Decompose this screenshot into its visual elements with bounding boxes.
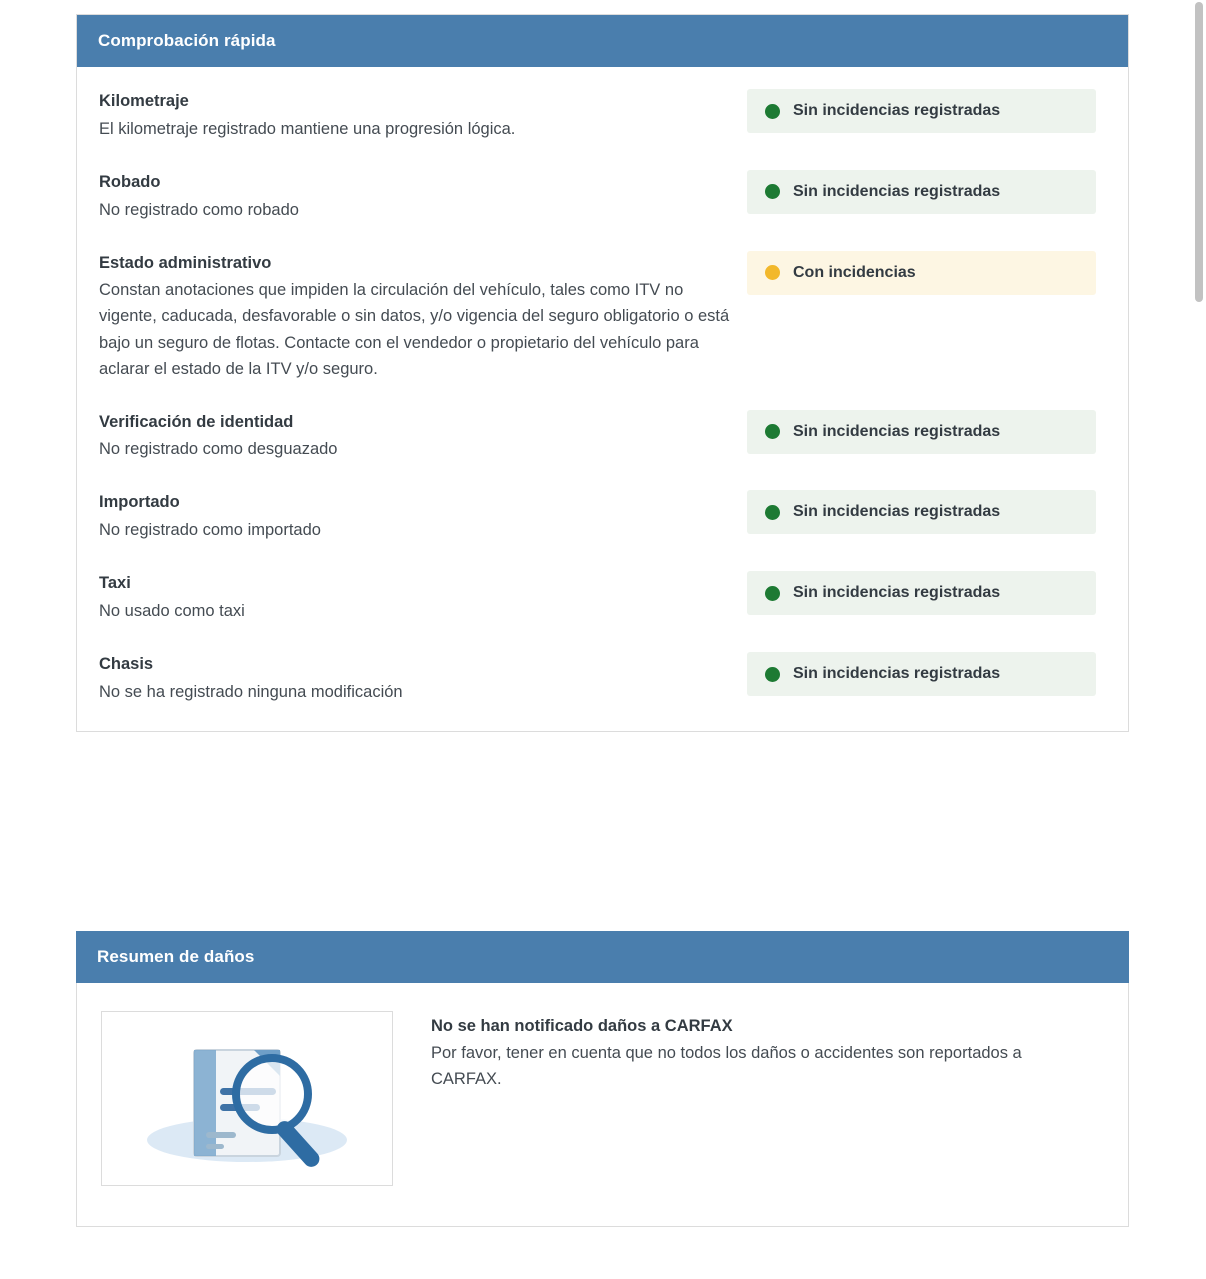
status-badge [747, 652, 1096, 696]
check-row-chasis [77, 638, 1128, 719]
status-dot-icon [765, 104, 780, 119]
check-title: Verificación de identidad [99, 412, 294, 431]
damage-summary-header: Resumen de daños [76, 931, 1129, 983]
check-description: Constan anotaciones que impiden la circulación del vehículo, tales como ITV no vigente, caducada, desfavorable o sin datos, y/o vigencia del seguro obligatorio o está bajo un seguro de flotas. Contacte con el vendedor o propietario del vehículo para aclarar el estado de la ITV y/o seguro. [99, 281, 730, 378]
status-badge [747, 251, 1096, 295]
check-title: Taxi [99, 574, 131, 593]
status-badge [747, 490, 1096, 534]
status-wrap [747, 410, 1106, 454]
status-wrap [747, 251, 1106, 295]
status-badge [747, 571, 1096, 615]
status-wrap [747, 490, 1106, 534]
check-description: No registrado como robado [99, 200, 299, 219]
check-title: Importado [99, 493, 180, 512]
document-magnifier-icon [132, 1024, 362, 1174]
check-row-taxi [77, 557, 1128, 638]
status-dot-icon [765, 184, 780, 199]
check-row-kilometraje [77, 75, 1128, 156]
status-label: Sin incidencias registradas [793, 102, 1001, 119]
check-title: Chasis [99, 655, 154, 674]
status-label: Con incidencias [793, 263, 916, 281]
check-title: Estado administrativo [99, 253, 272, 272]
status-wrap [747, 571, 1106, 615]
check-description: No usado como taxi [99, 602, 245, 620]
status-label: Sin incidencias registradas [793, 422, 1001, 440]
check-text [99, 410, 747, 463]
status-wrap [747, 89, 1106, 133]
status-dot-icon [765, 424, 780, 439]
page-scrollbar[interactable] [1192, 0, 1206, 1279]
check-row-estado-administrativo [77, 237, 1128, 396]
check-text [99, 571, 747, 624]
check-text [99, 89, 747, 142]
page-scrollbar-thumb[interactable] [1195, 2, 1203, 302]
check-text [99, 490, 747, 543]
status-label: Sin incidencias registradas [793, 584, 1001, 602]
status-wrap [747, 652, 1106, 696]
damage-summary-body [76, 983, 1129, 1227]
check-description: No se ha registrado ninguna modificación [99, 682, 403, 701]
check-row-importado [77, 476, 1128, 557]
quick-check-header: Comprobación rápida [77, 15, 1128, 67]
check-description: El kilometraje registrado mantiene una progresión lógica. [99, 119, 516, 138]
status-label: Sin incidencias registradas [793, 503, 1001, 521]
check-text [99, 170, 747, 223]
check-text [99, 251, 747, 382]
damage-summary-card [76, 931, 1129, 1227]
status-dot-icon [765, 265, 780, 280]
status-badge [747, 89, 1096, 133]
check-title: Robado [99, 172, 161, 191]
status-dot-icon [765, 505, 780, 520]
check-description: No registrado como desguazado [99, 440, 338, 459]
status-label: Sin incidencias registradas [793, 665, 1001, 683]
status-dot-icon [765, 667, 780, 682]
check-description: No registrado como importado [99, 521, 321, 540]
check-title: Kilometraje [99, 92, 189, 110]
status-badge [747, 410, 1096, 454]
quick-check-card [76, 14, 1129, 732]
status-wrap [747, 170, 1106, 214]
damage-illustration-thumbnail [101, 1011, 393, 1186]
check-row-verificacion-identidad [77, 396, 1128, 477]
quick-check-body [77, 67, 1128, 731]
check-row-robado [77, 156, 1128, 237]
damage-summary-title: No se han notificado daños a CARFAX [431, 1017, 733, 1035]
check-text [99, 652, 747, 705]
damage-summary-text [431, 1011, 1091, 1093]
status-badge [747, 170, 1096, 214]
status-dot-icon [765, 586, 780, 601]
damage-summary-description: Por favor, tener en cuenta que no todos los daños o accidentes son reportados a CARFAX. [431, 1044, 1022, 1089]
status-label: Sin incidencias registradas [793, 182, 1001, 200]
